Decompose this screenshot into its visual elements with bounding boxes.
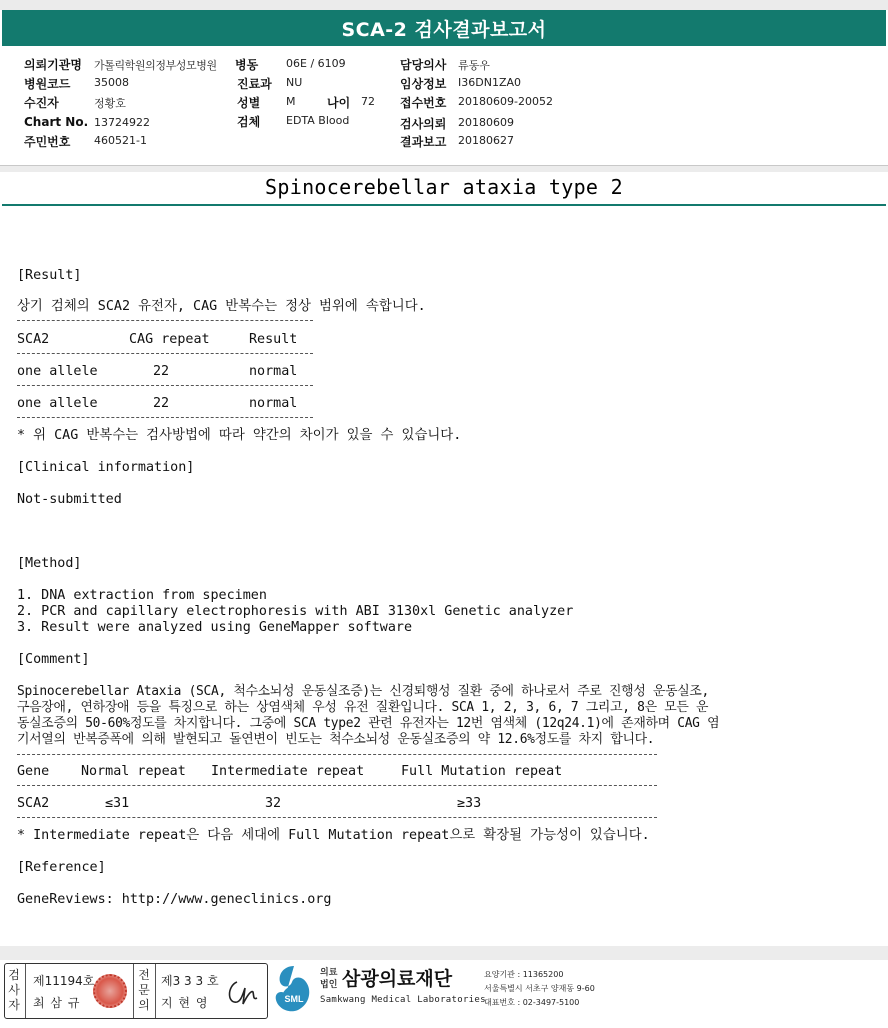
result-header-cag: CAG repeat: [129, 332, 210, 347]
result-header-result: Result: [249, 332, 298, 347]
title-underline: [2, 204, 886, 206]
result-row-cag: 22: [153, 364, 170, 379]
document-title: Spinocerebellar ataxia type 2: [265, 175, 623, 199]
comment-line: Spinocerebellar Ataxia (SCA, 척수소뇌성 운동실조증)는 신경퇴행성 질환 중에 하나로서 주로 진행성 운동실조,: [17, 684, 709, 699]
clinical-text: Not-submitted: [17, 492, 122, 507]
institution-value: 가톨릭학원의정부성모병원: [94, 59, 217, 72]
age-label: 나이: [327, 96, 351, 110]
doctor-label: 담당의사: [400, 58, 447, 72]
result-row-result: normal: [249, 396, 298, 411]
corp-address: 서울특별시 서초구 양재동 9-60: [484, 984, 595, 993]
corp-type-2: 법인: [320, 980, 338, 990]
sex-value: M: [286, 95, 296, 108]
hospital-code-label: 병원코드: [24, 77, 71, 91]
inspector-name: 최 삼 규: [33, 996, 81, 1010]
result-row-result: normal: [249, 364, 298, 379]
institution-label: 의뢰기관명: [24, 58, 82, 72]
repeat-header-normal: Normal repeat: [81, 764, 186, 779]
specialist-label: 전 문 의: [138, 968, 150, 1012]
clinical-info-label: 임상정보: [400, 77, 447, 91]
comment-line: 구음장애, 연하장애 등을 특징으로 하는 상염색체 우성 유전 질환입니다. SCA 1, 2, 3, 6, 7 그리고, 8은 모든 운: [17, 700, 709, 715]
request-label: 검사의뢰: [400, 117, 447, 131]
receipt-label: 접수번호: [400, 96, 447, 110]
footer-divider: [0, 946, 888, 960]
result-summary: 상기 검체의 SCA2 유전자, CAG 반복수는 정상 범위에 속합니다.: [17, 299, 426, 314]
clinical-heading: [Clinical information]: [17, 460, 195, 475]
footer: [0, 960, 888, 1028]
corp-english-name: Samkwang Medical Laboratories: [320, 995, 486, 1005]
patient-value: 정황호: [94, 97, 126, 110]
specimen-value: EDTA Blood: [286, 114, 350, 127]
comment-line: 기서열의 반복증폭에 의해 발현되고 돌연변이 빈도는 척수소뇌성 운동실조증의 약 12.6%정도를 차지 합니다.: [17, 732, 655, 747]
inspector-label: 검 사 자: [8, 968, 20, 1012]
sml-logo-icon: [272, 964, 316, 1014]
reference-heading: [Reference]: [17, 860, 106, 875]
id-label: 주민번호: [24, 135, 71, 149]
table-rule: [17, 385, 313, 386]
result-heading: [Result]: [17, 268, 82, 283]
method-item: 2. PCR and capillary electrophoresis with ABI 3130xl Genetic analyzer: [17, 604, 574, 619]
request-value: 20180609: [458, 116, 514, 129]
sex-label: 성별: [237, 96, 261, 110]
patient-label: 수진자: [24, 96, 59, 110]
department-label: 진료과: [237, 77, 272, 91]
report-date-value: 20180627: [458, 134, 514, 147]
signature-box: [4, 963, 268, 1019]
repeat-header-intermediate: Intermediate repeat: [211, 764, 365, 779]
hospital-code-value: 35008: [94, 76, 129, 89]
table-rule: [17, 320, 313, 321]
chart-value: 13724922: [94, 116, 150, 129]
comment-heading: [Comment]: [17, 652, 90, 667]
repeat-row-gene: SCA2: [17, 796, 50, 811]
comment-line: 동실조증의 50-60%정도를 차지합니다. 그중에 SCA type2 관련 유전자는 12번 염색체 (12q24.1)에 존재하며 CAG 염: [17, 716, 720, 731]
table-rule: [17, 353, 313, 354]
reference-link[interactable]: GeneReviews: http://www.geneclinics.org: [17, 892, 332, 907]
signature-icon: [223, 974, 263, 1010]
table-rule: [17, 417, 313, 418]
corp-type-1: 의료: [320, 968, 338, 978]
receipt-value: 20180609-20052: [458, 95, 553, 108]
result-row-cag: 22: [153, 396, 170, 411]
inspector-license: 제11194호: [33, 974, 95, 988]
chart-label: Chart No.: [24, 115, 89, 129]
corp-name: 삼광의료재단: [342, 968, 453, 990]
repeat-row-full: ≥33: [457, 796, 482, 811]
repeat-header-gene: Gene: [17, 764, 50, 779]
repeat-row-intermediate: 32: [265, 796, 282, 811]
result-row-allele: one allele: [17, 364, 98, 379]
signature-separator: [25, 964, 26, 1018]
specimen-label: 검체: [237, 115, 261, 129]
table-rule: [17, 754, 657, 755]
signature-separator: [155, 964, 156, 1018]
age-value: 72: [361, 95, 375, 108]
method-heading: [Method]: [17, 556, 82, 571]
ward-label: 병동: [235, 58, 259, 72]
sml-logo-text: SML: [284, 994, 304, 1004]
ward-value: 06E / 6109: [286, 57, 346, 70]
table-rule: [17, 785, 657, 786]
method-item: 3. Result were analyzed using GeneMapper software: [17, 620, 413, 635]
department-value: NU: [286, 76, 303, 89]
signature-separator: [133, 964, 134, 1018]
repeat-header-full: Full Mutation repeat: [401, 764, 563, 779]
repeat-note: * Intermediate repeat은 다음 세대에 Full Mutation repeat으로 확장될 가능성이 있습니다.: [17, 828, 650, 843]
patient-info-panel: [0, 46, 888, 166]
method-item: 1. DNA extraction from specimen: [17, 588, 267, 603]
doctor-value: 류동우: [458, 59, 490, 72]
result-header-gene: SCA2: [17, 332, 50, 347]
corp-phone: 대표번호 : 02-3497-5100: [484, 998, 580, 1007]
top-margin-bar: [0, 0, 888, 10]
institution-code: 요양기관 : 11365200: [484, 970, 564, 979]
clinical-info-value: I36DN1ZA0: [458, 76, 521, 89]
report-header-title: SCA-2 검사결과보고서: [2, 10, 886, 46]
seal-stamp-icon: [93, 974, 127, 1008]
result-note: * 위 CAG 반복수는 검사방법에 따라 약간의 차이가 있을 수 있습니다.: [17, 428, 462, 443]
report-date-label: 결과보고: [400, 135, 447, 149]
repeat-row-normal: ≤31: [105, 796, 130, 811]
id-value: 460521-1: [94, 134, 147, 147]
specialist-license: 제3 3 3 호: [161, 974, 219, 988]
result-row-allele: one allele: [17, 396, 98, 411]
specialist-name: 지 현 영: [161, 996, 209, 1010]
table-rule: [17, 817, 657, 818]
